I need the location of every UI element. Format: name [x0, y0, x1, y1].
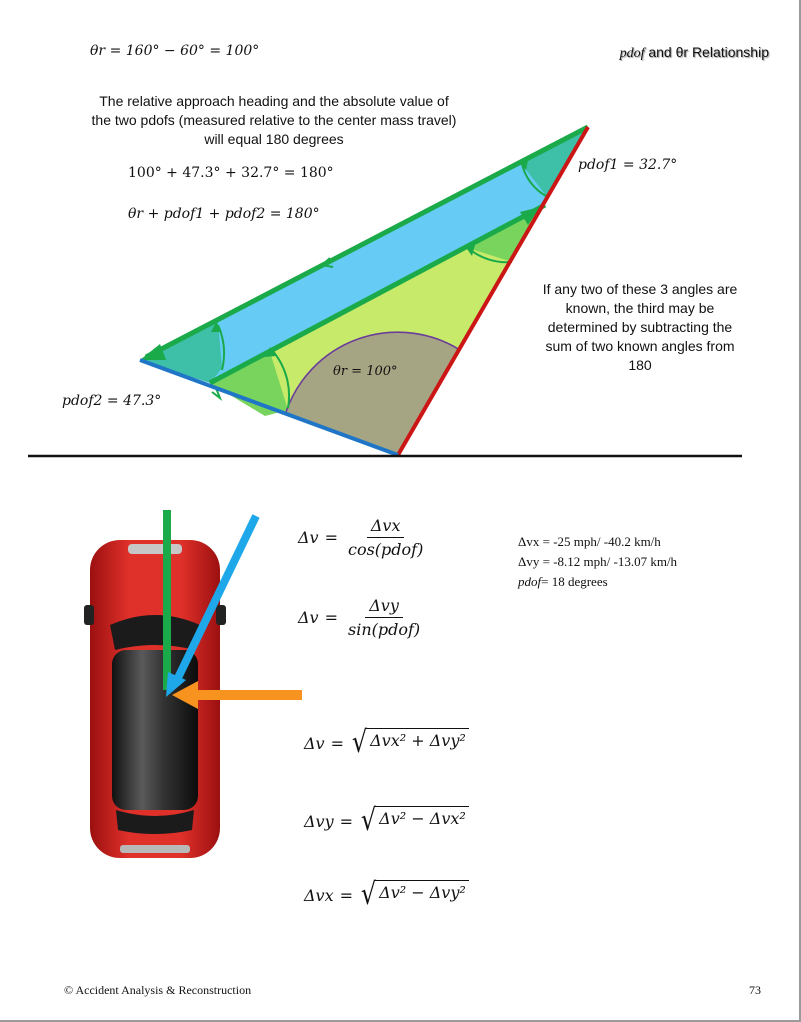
- side-note-line-3: determined by subtracting the: [547, 319, 733, 335]
- sum-equation: 100° + 47.3° + 32.7° = 180°: [128, 165, 334, 181]
- eq3-lhs: Δv: [304, 733, 325, 753]
- approach-note-line-3: will equal 180 degrees: [204, 131, 344, 147]
- rear-bumper: [120, 845, 190, 853]
- symbolic-equation: θr + pdof1 + pdof2 = 180°: [128, 206, 320, 222]
- windshield: [110, 615, 200, 650]
- eq2-fraction: [344, 596, 424, 639]
- side-note-line-2: known, the third may be: [565, 300, 715, 316]
- header-equation: θr = 160° − 60° = 100°: [90, 43, 260, 59]
- eq1-lhs: Δv: [298, 528, 319, 547]
- approach-note-line-1: The relative approach heading and the absolute value of: [99, 93, 449, 109]
- dvx-value: Δvx = -25 mph/ -40.2 km/h: [518, 534, 661, 549]
- eq5-radicand: Δv² − Δvy²: [376, 880, 469, 910]
- car-roof: [112, 650, 198, 810]
- eq2-denominator: sin(pdof): [348, 620, 421, 639]
- eq4-equals: =: [339, 811, 354, 831]
- eq2-equals: =: [324, 608, 338, 627]
- side-note: [530, 280, 750, 375]
- pdof2-label: pdof2 = 47.3°: [62, 393, 162, 409]
- page-number: 73: [749, 983, 761, 997]
- pdof-value: [518, 572, 677, 592]
- footer-copyright: © Accident Analysis & Reconstruction: [64, 983, 252, 997]
- delta-values: [518, 532, 677, 592]
- eq3-sqrt: √ Δvx² + Δvy²: [350, 728, 469, 758]
- mirror-left: [84, 605, 94, 625]
- page-title-rest: and θr Relationship: [648, 44, 769, 60]
- car-illustration: [80, 500, 320, 870]
- eq4-lhs: Δvy: [304, 811, 334, 831]
- eq1-numerator: Δvx: [367, 516, 405, 538]
- eq5-equals: =: [339, 885, 354, 905]
- mirror-right: [216, 605, 226, 625]
- pdof-value-text: = 18 degrees: [541, 574, 608, 589]
- equation-2: [298, 596, 424, 639]
- equation-4: [304, 803, 469, 838]
- eq1-fraction: [344, 516, 427, 559]
- side-note-line-1: If any two of these 3 angles are: [542, 281, 738, 297]
- eq1-denominator: cos(pdof): [348, 540, 424, 559]
- eq5-lhs: Δvx: [304, 885, 334, 905]
- front-grille: [128, 544, 182, 554]
- approach-note-line-2: the two pdofs (measured relative to the center mass travel): [91, 112, 457, 128]
- dvy-value: Δvy = -8.12 mph/ -13.07 km/h: [518, 554, 678, 569]
- eq5-sqrt: √ Δv² − Δvy²: [359, 880, 469, 910]
- eq4-sqrt: √ Δv² − Δvx²: [359, 806, 469, 836]
- eq3-equals: =: [330, 733, 344, 753]
- page-title-italic: pdof: [619, 46, 645, 61]
- equation-1: [298, 516, 427, 559]
- pdof1-label: pdof1 = 32.7°: [578, 157, 678, 173]
- equation-3: [304, 725, 469, 760]
- eq2-numerator: Δvy: [365, 596, 403, 618]
- theta-label: θr = 100°: [333, 364, 398, 379]
- eq3-radicand: Δvx² + Δvy²: [367, 728, 469, 758]
- eq4-radicand: Δv² − Δvx²: [376, 806, 469, 836]
- pdof-value-name: pdof: [518, 574, 542, 589]
- eq1-equals: =: [324, 528, 338, 547]
- side-note-line-4: sum of two known angles from: [545, 338, 735, 354]
- equation-5: [304, 877, 469, 912]
- side-note-line-5: 180: [628, 357, 652, 373]
- eq2-lhs: Δv: [298, 608, 319, 627]
